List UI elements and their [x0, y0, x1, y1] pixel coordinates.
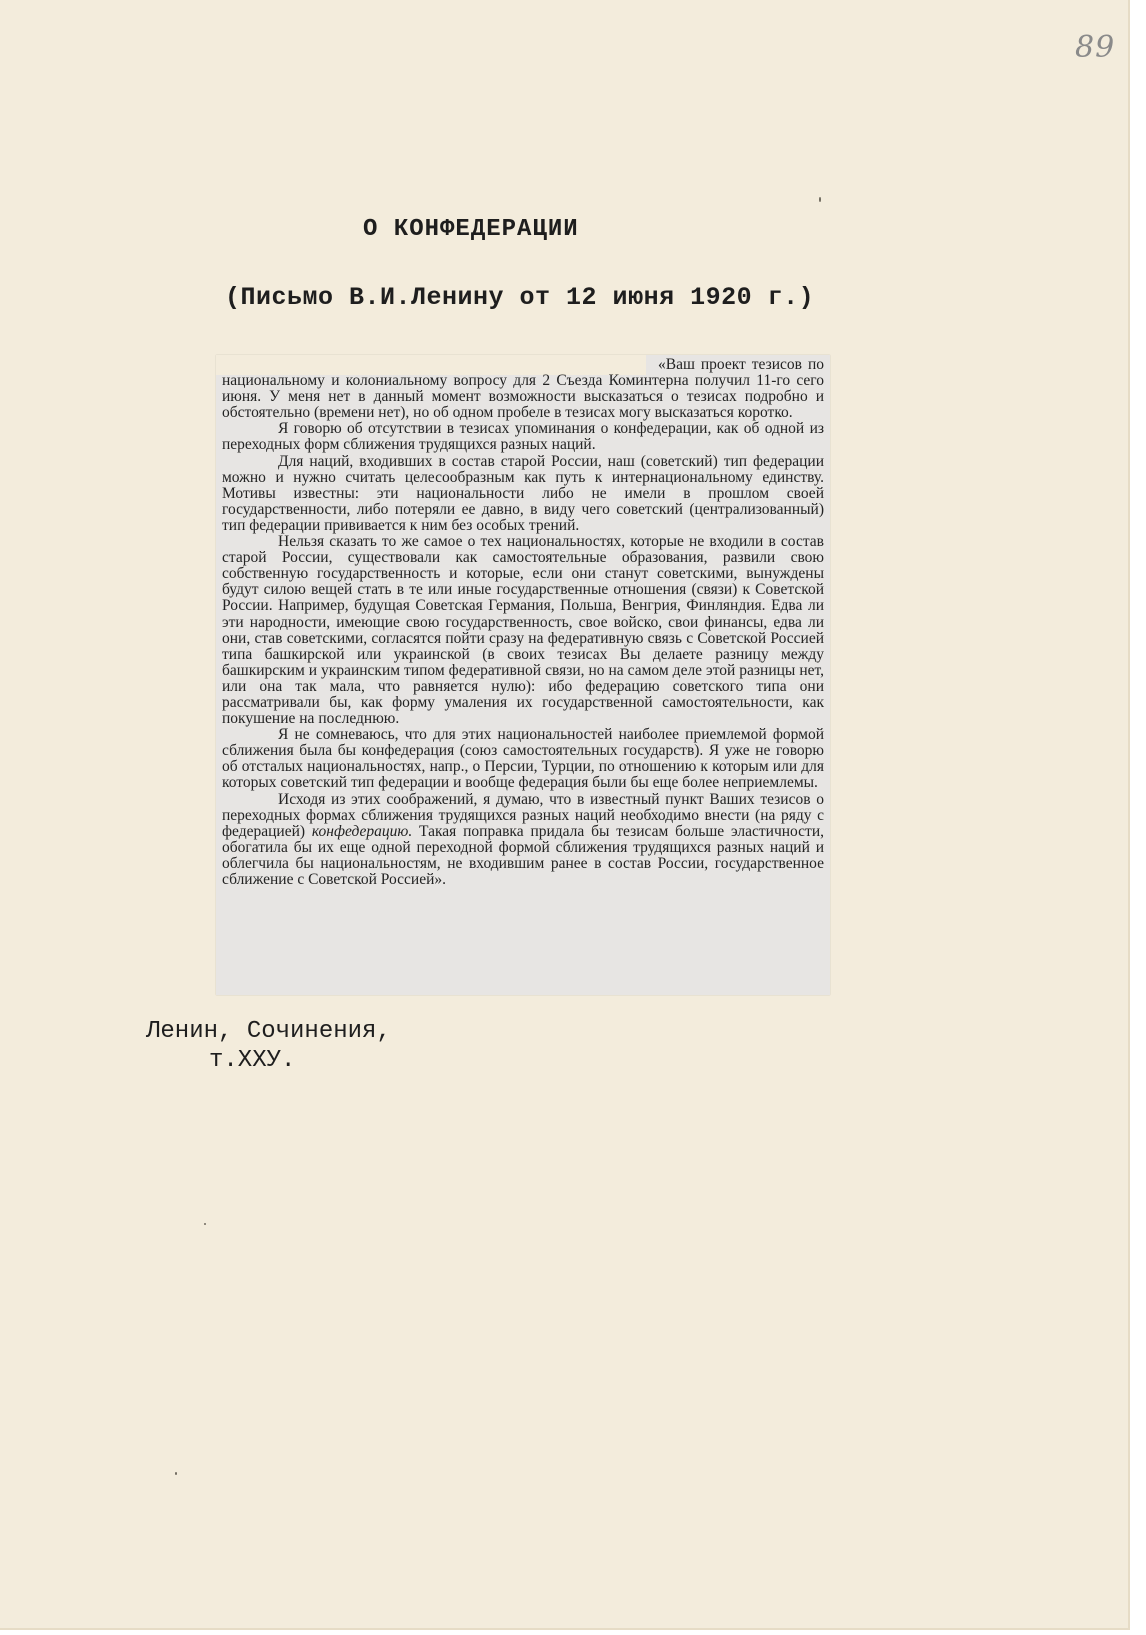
paper-speck [175, 1472, 177, 1475]
clipping-paragraph-6-start: Исходя из этих соображений, я думаю, что в известный пункт Ваших тезисов о переходных формах сближения трудящихся разных наций необходимо внести (на ряду с федерацией) [222, 790, 824, 840]
clipping-paragraph-6 [222, 792, 824, 889]
clipping-paragraph-6-end: Такая поправка придала бы тезисам больше эластичности, обогатила бы их еще одной переходной формой сближения трудящихся разных наций и облегчила бы национальностям, не входившим ранее в состав России, государственное сближение с Советской Россией». [222, 822, 824, 888]
clipping-paragraph-3: Для наций, входивших в состав старой России, наш (советский) тип федерации можно и нужно считать целесообразным как путь к интернациональному единству. Мотивы известны: эти национальности либо не имели в прошлом своей государственности, либо потеряли ее давно, в виду чего советский (централизованный) тип федерации прививается к ним без особых трений. [222, 452, 824, 534]
document-subtitle: (Письмо В.И.Ленину от 12 июня 1920 г.) [225, 283, 815, 312]
clipping-paragraph-1: «Ваш проект тезисов по национальному и колониальному вопросу для 2 Съезда Коминтерна получил 11-го сего июня. У меня нет в данный момент возможности высказаться о тезисах подробно и обстоятельно (времени нет), но об одном пробеле в тезисах могу высказаться коротко. [222, 356, 824, 422]
clipping-emphasis-confederation: конфедерацию. [311, 822, 413, 840]
document-title: О КОНФЕДЕРАЦИИ [363, 216, 579, 243]
source-reference-line-2: т.XXУ. [209, 1047, 296, 1074]
clipping-text [222, 357, 824, 888]
clipping-paragraph-4: Нельзя сказать то же самое о тех национальностях, которые не входили в состав старой России, существовали как самостоятельные образования, развили свою собственную государственность и которые, если они станут советскими, вынуждены будут силою вещей стать в те или иные государственные отношения (связи) к Советской России. Например, будущая Советская Германия, Польша, Венгрия, Финляндия. Едва ли эти народности, имеющие свою государственность, свое войско, свои финансы, едва ли они, став советскими, согласятся пойти сразу на федеративную связь с Советской Россией типа башкирской или украинской (в своих тезисах Вы делаете разницу между башкирским и украинским типом федеративной связи, но на самом деле этой разницы нет, или она так мала, что равняется нулю): ибо федерацию советского типа они рассматривали бы, как форму умаления их государственной самостоятельности, как покушение на последнюю. [222, 533, 824, 728]
paper-speck [819, 197, 821, 202]
source-reference-line-1: Ленин, Сочинения, [146, 1018, 391, 1045]
paper-speck [204, 1223, 206, 1225]
pasted-newspaper-clipping [216, 355, 830, 995]
clipping-paragraph-5: Я не сомневаюсь, что для этих национальностей наиболее приемлемой формой сближения была бы конфедерация (союз самостоятельных государств). Я уже не говорю об отсталых национальностях, напр., о Персии, Турции, по отношению к которым или для которых советский тип федерации и вообще федерация были бы еще более неприемлемы. [222, 726, 824, 792]
handwritten-page-number: 89 [1075, 30, 1116, 65]
clipping-paragraph-2: Я говорю об отсутствии в тезисах упоминания о конфедерации, как об одной из переходных форм сближения трудящихся разных наций. [222, 420, 824, 454]
